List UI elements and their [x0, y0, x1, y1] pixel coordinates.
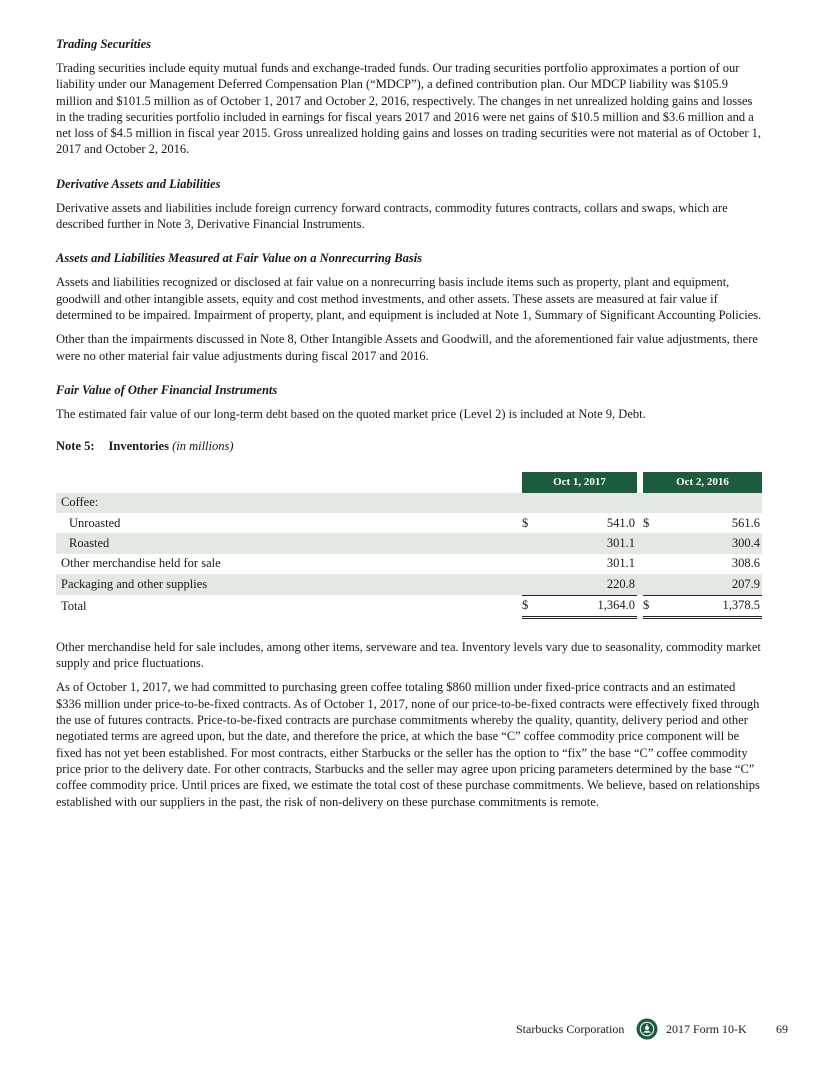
value-2017: [534, 493, 637, 513]
paragraph: Other than the impairments discussed in Note 8, Other Intangible Assets and Goodwill, and the aforementioned fair value adjustments, there were no other material fair value adjustments during fiscal 2017 and 2016.: [56, 332, 758, 363]
value-2016: 300.4: [655, 533, 762, 553]
footer-form: 2017 Form 10-K: [666, 1022, 747, 1036]
row-label: Other merchandise held for sale: [61, 556, 221, 571]
currency-symbol: [522, 574, 534, 595]
note-title: [56, 438, 762, 454]
total-value-2016: 1,378.5: [655, 595, 762, 617]
row-label: Packaging and other supplies: [56, 574, 522, 595]
section-derivative-assets: [56, 176, 762, 233]
currency-symbol: $: [522, 515, 529, 530]
value-2016: 308.6: [731, 556, 760, 571]
currency-symbol: [643, 493, 655, 513]
paragraph: Derivative assets and liabilities include foreign currency forward contracts, commodity futures contracts, collars and swaps, which are described further in Note 3, Derivative Financial Instruments.: [56, 200, 728, 232]
value-2017: 220.8: [534, 574, 637, 595]
currency-symbol: $: [522, 595, 534, 617]
currency-symbol: [522, 554, 534, 574]
page-number: 69: [776, 1022, 788, 1036]
column-header-oct-2017: Oct 1, 2017: [522, 472, 637, 492]
currency-symbol: [522, 533, 534, 553]
note-name: Inventories: [108, 439, 169, 454]
column-header-oct-2016: Oct 2, 2016: [643, 472, 762, 492]
currency-symbol: [522, 493, 534, 513]
table-header-row: [56, 472, 762, 492]
section-heading: Assets and Liabilities Measured at Fair Value on a Nonrecurring Basis: [56, 251, 423, 266]
paragraph: The estimated fair value of our long-term debt based on the quoted market price (Level 2) is included at Note 9, Debt.: [56, 406, 646, 421]
row-label: Unroasted: [69, 515, 121, 530]
note-unit: (in millions): [172, 439, 234, 454]
table-row: [56, 554, 762, 574]
row-label: Total: [61, 598, 87, 613]
value-2017: 301.1: [606, 556, 635, 571]
paragraph: As of October 1, 2017, we had committed to purchasing green coffee totaling $860 million under fixed-price contracts and an estimated $336 million under price-to-be-fixed contracts. As of October 1, 2017, none of our price-to-be-fixed contracts were effectively fixed through the use of futures contracts. Price-to-be-fixed contracts are purchase commitments whereby the quality, quantity, delivery period and other negotiated terms are agreed upon, but the date, and therefore the price, at which the base “C” coffee commodity price component will be fixed has not yet been established. For most contracts, either Starbucks or the seller has the option to “fix” the base “C” coffee commodity price prior to the delivery date. For other contracts, Starbucks and the seller may agree upon pricing parameters determined by the base “C” coffee commodity price. Until prices are fixed, we estimate the total cost of these purchase commitments. We believe, based on relationships established with our suppliers in the past, the risk of non-delivery on these purchase commitments is remote.: [56, 680, 760, 809]
page-content: [56, 36, 762, 818]
footer-company: Starbucks Corporation: [516, 1022, 625, 1036]
section-heading: Derivative Assets and Liabilities: [56, 176, 221, 191]
value-2016: 207.9: [655, 574, 762, 595]
section-heading: Fair Value of Other Financial Instruments: [56, 382, 278, 397]
currency-symbol: $: [643, 515, 650, 530]
section-heading: Trading Securities: [56, 37, 152, 51]
currency-symbol: [643, 574, 655, 595]
total-value-2017: 1,364.0: [534, 595, 637, 617]
value-2016: 561.6: [731, 515, 760, 530]
currency-symbol: [643, 554, 655, 574]
paragraph: Other merchandise held for sale includes, among other items, serveware and tea. Inventory levels vary due to seasonality, commodity market supply and price fluctuations.: [56, 639, 761, 671]
note-number: Note 5:: [56, 439, 95, 454]
currency-symbol: [643, 533, 655, 553]
row-label: Coffee:: [56, 493, 522, 513]
section-nonrecurring-basis: [56, 250, 762, 363]
value-2016: [655, 493, 762, 513]
table-row: [56, 574, 762, 595]
section-fair-value-other: [56, 382, 762, 422]
table-row: [56, 513, 762, 533]
table-row: [56, 493, 762, 513]
value-2017: 541.0: [606, 515, 635, 530]
table-total-row: [56, 595, 762, 617]
value-2017: 301.1: [534, 533, 637, 553]
section-trading-securities: [56, 36, 762, 158]
paragraph: Assets and liabilities recognized or disclosed at fair value on a nonrecurring basis include items such as property, plant and equipment, goodwill and other intangible assets, equity and cost method investments, and other assets. These assets are measured at fair value if determined to be impaired. Impairment of property, plant, and equipment is included at Note 1, Summary of Significant Accounting Policies.: [56, 275, 762, 322]
row-label: Roasted: [56, 533, 522, 553]
page-footer: [0, 1018, 817, 1042]
table-row: [56, 533, 762, 553]
inventories-table: [56, 472, 762, 619]
currency-symbol: $: [643, 595, 655, 617]
starbucks-siren-logo-icon: [636, 1018, 658, 1040]
paragraph: Trading securities include equity mutual funds and exchange-traded funds. Our trading securities portfolio approximates a portion of our liability under our Management Deferred Compensation Plan (“MDCP”), a defined contribution plan. Our MDCP liability was $105.9 million and $101.5 million as of October 1, 2017 and October 2, 2016, respectively. The changes in net unrealized holding gains and losses in the trading securities portfolio included in earnings for fiscal years 2017 and 2016 were net gains of $10.5 million and $3.6 million and a net loss of $4.5 million in fiscal year 2015. Gross unrealized holding gains and losses on trading securities were not material as of October 1, 2017 and October 2, 2016.: [56, 61, 762, 157]
